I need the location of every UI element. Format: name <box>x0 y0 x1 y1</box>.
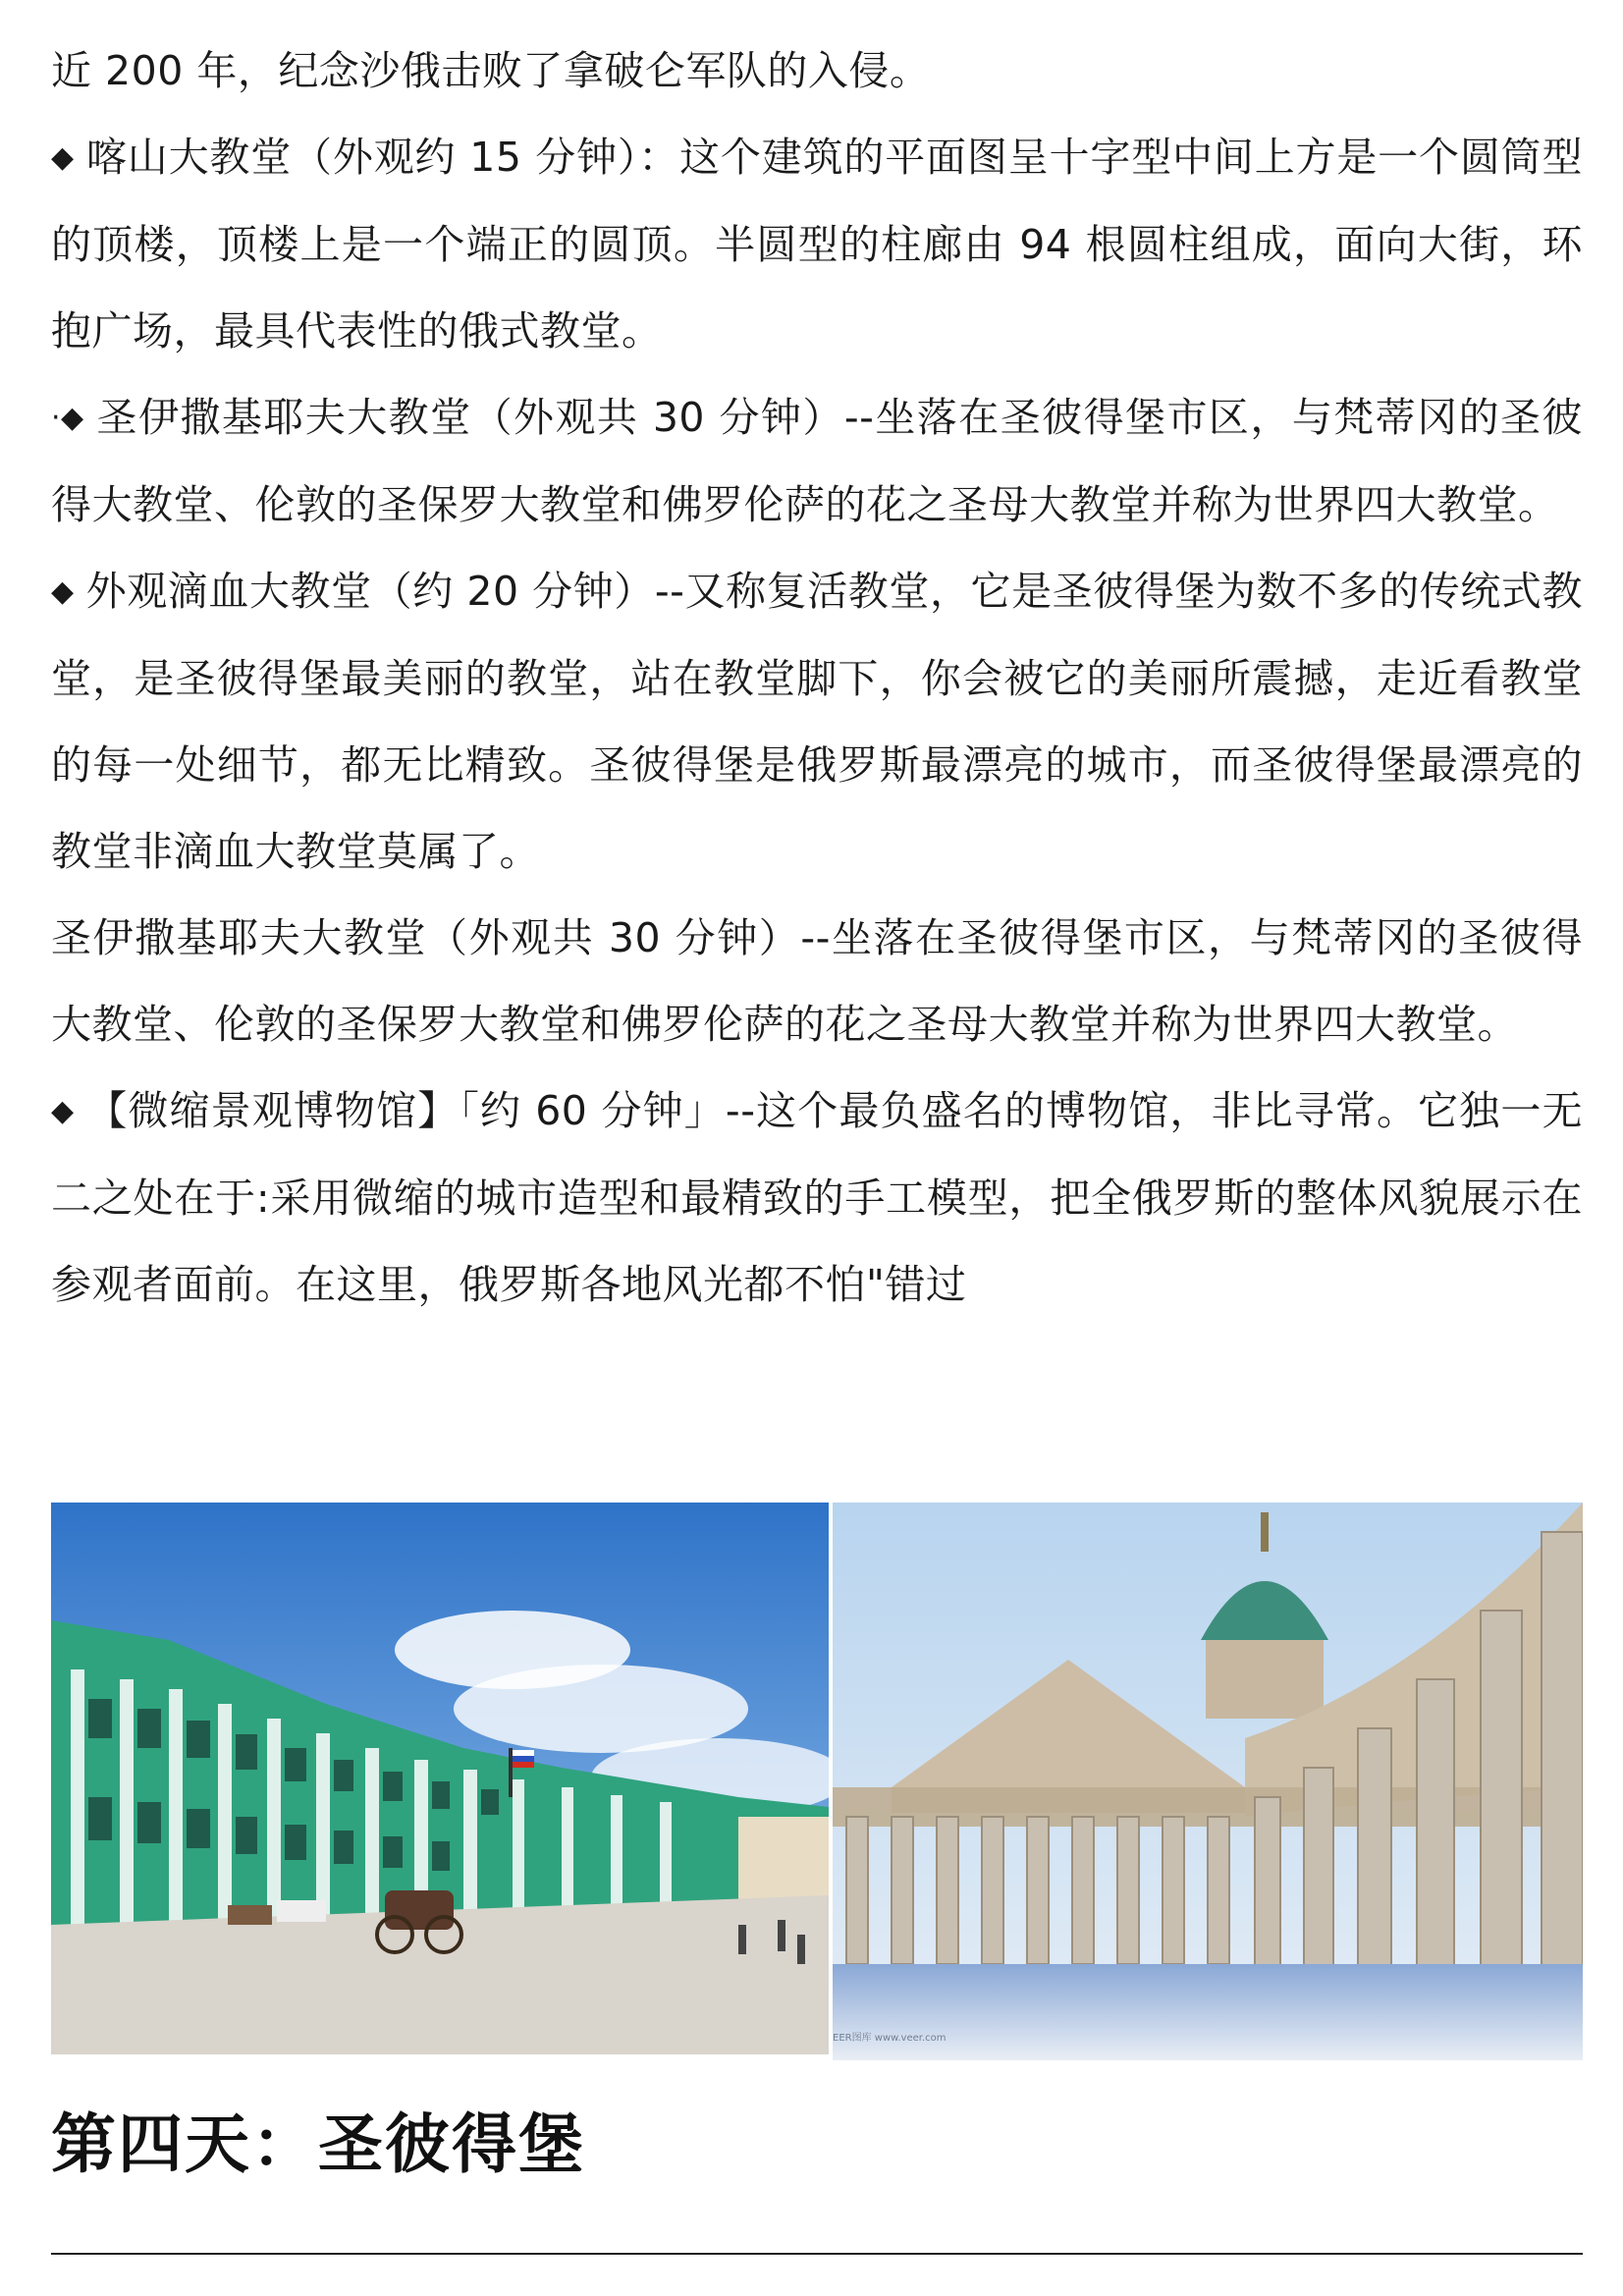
diamond-bullet-icon: ◆ <box>51 574 75 609</box>
paragraph-isaac-text: 圣伊撒基耶夫大教堂（外观共 30 分钟）--坐落在圣彼得堡市区，与梵蒂冈的圣彼得大教堂、伦敦的圣保罗大教堂和佛罗伦萨的花之圣母大教堂并称为世界四大教堂。 <box>51 394 1583 528</box>
paragraph-1-text: 近 200 年，纪念沙俄击败了拿破仑军队的入侵。 <box>51 47 931 94</box>
paragraph-kazan-cathedral <box>51 114 1583 374</box>
paragraph-kazan-text: 喀山大教堂（外观约 15 分钟）：这个建筑的平面图呈十字型中间上方是一个圆筒型的顶楼，顶楼上是一个端正的圆顶。半圆型的柱廊由 94 根圆柱组成，面向大街，环抱广场，最具代表性的俄式教堂。 <box>51 134 1583 355</box>
kazan-cathedral-photo <box>833 1503 1583 2060</box>
paragraph-spilled-blood-text: 外观滴血大教堂（约 20 分钟）--又称复活教堂，它是圣彼得堡为数不多的传统式教堂，是圣彼得堡最美丽的教堂，站在教堂脚下，你会被它的美丽所震撼，走近看教堂的每一处细节，都无比精致。圣彼得堡是俄罗斯最漂亮的城市，而圣彼得堡最漂亮的教堂非滴血大教堂莫属了。 <box>51 568 1583 875</box>
winter-palace-photo <box>51 1503 829 2054</box>
diamond-bullet-icon: ·◆ <box>51 401 84 435</box>
day-heading: 第四天：圣彼得堡 <box>51 2106 585 2182</box>
paragraph-museum-text: 【微缩景观博物馆】「约 60 分钟」--这个最负盛名的博物馆，非比寻常。它独一无二之处在于:采用微缩的城市造型和最精致的手工模型，把全俄罗斯的整体风貌展示在参观者面前。在这里，俄罗斯各地风光都不怕"错过 <box>51 1087 1583 1308</box>
itinerary-text <box>51 27 1583 1328</box>
photo-watermark: EER图库 www.veer.com <box>833 2033 947 2044</box>
paragraph-isaac-repeat <box>51 895 1583 1067</box>
diamond-bullet-icon: ◆ <box>51 140 75 175</box>
paragraph-isaac-repeat-text: 圣伊撒基耶夫大教堂（外观共 30 分钟）--坐落在圣彼得堡市区，与梵蒂冈的圣彼得大教堂、伦敦的圣保罗大教堂和佛罗伦萨的花之圣母大教堂并称为世界四大教堂。 <box>51 914 1583 1048</box>
divider-line <box>51 2253 1583 2255</box>
paragraph-miniature-museum <box>51 1067 1583 1328</box>
paragraph-1 <box>51 27 1583 114</box>
paragraph-spilled-blood <box>51 548 1583 895</box>
paragraph-isaac-cathedral <box>51 374 1583 548</box>
diamond-bullet-icon: ◆ <box>51 1094 75 1128</box>
photo-strip <box>51 1503 1583 2062</box>
